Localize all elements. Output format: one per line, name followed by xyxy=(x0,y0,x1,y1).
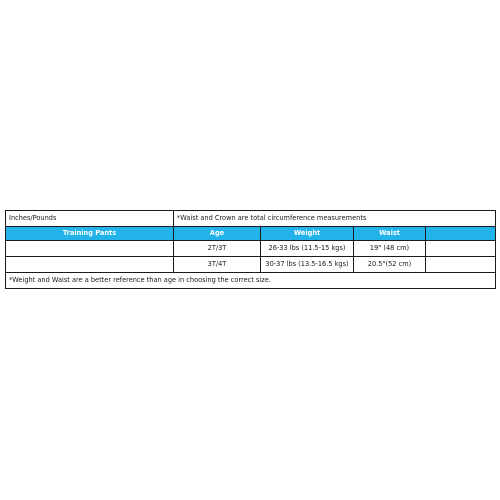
header-waist: Waist xyxy=(354,227,426,241)
row-weight: 30-37 lbs (13.5-16.5 kgs) xyxy=(261,257,354,273)
units-row xyxy=(6,211,496,227)
size-chart xyxy=(5,210,495,289)
row-extra xyxy=(426,257,496,273)
table-row xyxy=(6,257,496,273)
header-extra xyxy=(426,227,496,241)
row-weight: 26-33 lbs (11.5-15 kgs) xyxy=(261,241,354,257)
units-label: Inches/Pounds xyxy=(6,211,174,227)
size-chart-table xyxy=(5,210,496,289)
measurement-note: *Waist and Crown are total circumference measurements xyxy=(174,211,496,227)
header-row xyxy=(6,227,496,241)
header-age: Age xyxy=(174,227,261,241)
row-age: 3T/4T xyxy=(174,257,261,273)
row-waist: 19" (48 cm) xyxy=(354,241,426,257)
footnote-row xyxy=(6,273,496,289)
footnote: *Weight and Waist are a better reference than age in choosing the correct size. xyxy=(6,273,496,289)
table-row xyxy=(6,241,496,257)
row-age: 2T/3T xyxy=(174,241,261,257)
header-product: Training Pants xyxy=(6,227,174,241)
row-waist: 20.5"(52 cm) xyxy=(354,257,426,273)
row-product xyxy=(6,257,174,273)
row-product xyxy=(6,241,174,257)
header-weight: Weight xyxy=(261,227,354,241)
row-extra xyxy=(426,241,496,257)
